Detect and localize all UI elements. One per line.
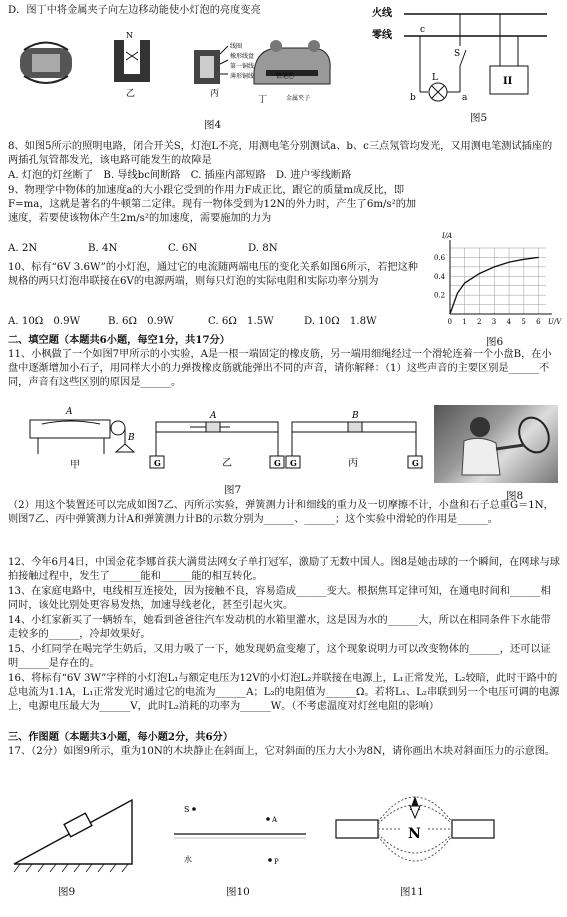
fig4-callout-1: 线圈 xyxy=(230,43,243,50)
fig10-water: 水 xyxy=(184,855,192,864)
q10-text: 10、标有“6V 3.6W”的小灯泡，通过它的电流随两端电压的变化关系如图6所示，若把这种规格的两只灯泡串联接在6V的电源两端，则每只灯泡的实际电阻和实际功率分别为 xyxy=(8,262,418,287)
q10-option-b: B. 6Ω 0.9W xyxy=(108,316,174,327)
x-tick-label: 5 xyxy=(521,318,526,326)
fig4-callout-4: 薄形铜线 xyxy=(230,73,255,80)
x-tick-label: 0 xyxy=(447,318,452,326)
fig10-s: S xyxy=(184,805,190,814)
fig5-caption: 图5 xyxy=(470,112,488,124)
fig7-yi-a: A xyxy=(210,411,217,421)
fig4-callout-3: 第一铜线 xyxy=(230,63,255,70)
x-tick-label: 6 xyxy=(536,318,541,326)
fig7-bing-label: 丙 xyxy=(348,458,358,469)
fig4-yi-magnet xyxy=(114,40,150,82)
fig7-jia-label: 甲 xyxy=(70,460,80,471)
option-d-text: D．图丁中将金属夹子向左边移动能使小灯泡的亮度变亮 xyxy=(8,5,261,16)
fig5-a: a xyxy=(462,93,468,103)
fig4-n-label: N xyxy=(126,31,133,40)
fig8-caption: 图8 xyxy=(506,490,524,502)
x-axis-label: U/V xyxy=(548,318,562,326)
fig7-jia xyxy=(30,407,135,471)
y-tick-label: 0.2 xyxy=(434,291,446,300)
figure-11-magnet-field xyxy=(330,786,500,882)
fig7-bing xyxy=(286,411,422,469)
figure-8-tennis-photo xyxy=(434,405,558,483)
fig5-s: S xyxy=(454,49,461,59)
q9-option-b: B. 4N xyxy=(88,243,118,254)
section-3-heading: 三、作图题（本题共3小题，每小题2分，共6分） xyxy=(8,731,234,743)
q9-option-a: A. 2N xyxy=(8,243,38,254)
figure-7 xyxy=(30,400,460,472)
y-tick-label: 0.6 xyxy=(434,253,446,262)
fig4-bing-label: 丙 xyxy=(210,89,220,99)
fig7-yi-g-right: G xyxy=(274,458,281,468)
fig4-clip: 金属夹子 xyxy=(286,95,311,102)
bar-magnet-left xyxy=(336,820,378,838)
figure-10-refraction xyxy=(170,798,310,878)
bar-magnet-right xyxy=(452,820,494,838)
q9-text: 9、物理学中物体的加速度a的大小跟它受到的作用力F成正比，跟它的质量m成反比，即F=ma，这就是著名的牛顿第二定律。现有一物体受到为12N的外力时，产生了6m/s²的加速度，若要使该物体产生2m/s²的加速度，需要施加的力为 xyxy=(8,185,417,224)
q11-part2: （2）用这个装置还可以完成如图7乙、丙所示实验，弹簧测力计和细线的重力及一切摩擦不计，小盘和石子总重G＝1N，则图7乙、丙中弹簧测力计A和弹簧测力计B的示数分别为______、______；这个实验中滑轮的作用是______。 xyxy=(8,500,554,525)
fig10-p: P xyxy=(274,858,279,866)
q12-text: 12、今年6月4日，中国金花李娜首获大满贯法网女子单打冠军，激励了无数中国人。图8是她击球的一个瞬间，在网球与球拍接触过程中，发生了______能和______能的相互转化。 xyxy=(8,557,560,582)
fig7-yi-label: 乙 xyxy=(222,458,232,469)
fig5-c: c xyxy=(420,25,426,35)
fig6-caption: 图6 xyxy=(486,336,504,348)
q9-option-c: C. 6N xyxy=(168,243,198,254)
fig5-b: b xyxy=(410,93,416,103)
fig7-yi xyxy=(150,411,284,469)
q15-text: 15、小红同学在喝完学生奶后，又用力吸了一下，她发现奶盒变瘪了，这个现象说明力可以改变物体的______，还可以证明______是存在的。 xyxy=(8,644,551,669)
fig9-caption: 图9 xyxy=(58,886,76,898)
switch-lever xyxy=(460,50,466,66)
y-axis-label: I/A xyxy=(442,232,453,240)
fig4-callout-2: 橡形线盘 xyxy=(230,53,255,60)
x-tick-label: 3 xyxy=(491,318,497,326)
fig4-jia-magnet xyxy=(20,43,72,84)
figure-5-circuit xyxy=(372,4,552,109)
fig4-ding-label: 丁 xyxy=(258,95,268,105)
fig5-live-label: 火线 xyxy=(372,8,392,19)
fig10-caption: 图10 xyxy=(226,886,250,898)
fig4-bing-speaker xyxy=(194,46,228,84)
figure-4 xyxy=(14,30,334,110)
fig4-yi-label: 乙 xyxy=(126,89,136,99)
fig5-socket: II xyxy=(503,76,513,87)
q11-text: 11、小枫做了一个如图7甲所示的小实验，A是一根一端固定的橡皮筋，另一端用细绳经过一个滑轮连着一个小盘B，在小盘中逐渐增加小石子，用同样大小的力弹拨橡皮筋就能弹出不同的声音，请你解释：（1）这些声音的主要区别是______不同，声音有这些区别的原因是______。 xyxy=(8,349,552,388)
q14-text: 14、小红家新买了一辆轿车，她看到爸爸往汽车发动机的水箱里灌水，这是因为水的______大，所以在相同条件下水能带走较多的______，冷却效果好。 xyxy=(8,615,551,640)
q10-option-a: A. 10Ω 0.9W xyxy=(8,316,81,327)
fig4-graphite: 铅笔芯 xyxy=(276,73,295,80)
fig5-L: L xyxy=(432,73,438,83)
fig10-a: A xyxy=(272,816,278,824)
fig4-caption: 图4 xyxy=(204,119,222,131)
figure-6-chart xyxy=(428,232,562,332)
fig7-bing-g-right: G xyxy=(412,458,419,468)
x-tick-label: 2 xyxy=(477,318,482,326)
q8-options: A. 灯泡的灯丝断了 B. 导线bc间断路 C. 插座内部短路 D. 进户零线断路 xyxy=(8,170,352,181)
x-tick-label: 4 xyxy=(506,318,512,326)
q10-option-d: D. 10Ω 1.8W xyxy=(304,316,377,327)
q8-text: 8、如图5所示的照明电路，闭合开关S，灯泡L不亮，用测电笔分别测试a、b、c三点氖管均发光，又用测电笔测试插座的两插孔氖管都发光，该电路可能发生的故障是 xyxy=(8,141,553,166)
q10-option-c: C. 6Ω 1.5W xyxy=(208,316,274,327)
figure-9-incline xyxy=(10,790,140,880)
fig7-bing-b: B xyxy=(352,411,359,421)
q17-text: 17、（2分）如图9所示，重为10N的木块静止在斜面上，它对斜面的压力大小为8N，请你画出木块对斜面压力的示意图。 xyxy=(8,746,556,757)
fig11-n: N xyxy=(408,826,421,842)
fig7-jia-b: B xyxy=(128,433,135,443)
fig7-yi-g-left: G xyxy=(154,458,161,468)
q16-text: 16、将标有“6V 3W”字样的小灯泡L₁与额定电压为12V的小灯泡L₂并联接在电源上，L₁正常发光，L₂较暗，此时干路中的总电流为1.1A，L₁正常发光时通过它的电流为______A；L₂的电阻值为______Ω。若将L₁、L₂串联到另一个电压可调的电源上，电源电压最大为______V，此时L₂消耗的功率为______W。（不考虑温度对灯丝电阻的影响） xyxy=(8,673,560,712)
fig11-caption: 图11 xyxy=(400,886,424,898)
q13-text: 13、在家庭电路中，电线相互连接处，因为接触不良，容易造成______变大。根据焦耳定律可知，在通电时间和______相同时，该处比别处更容易发热，加速导线老化，甚至引起火灾。 xyxy=(8,586,551,611)
y-tick-label: 0.4 xyxy=(434,272,446,281)
q9-option-d: D. 8N xyxy=(248,243,278,254)
x-tick-label: 1 xyxy=(462,318,467,326)
fig7-caption: 图7 xyxy=(224,484,242,496)
fig7-bing-g-left: G xyxy=(290,458,297,468)
section-2-heading: 二、填空题（本题共6小题，每空1分，共17分） xyxy=(8,334,230,346)
fig7-jia-a: A xyxy=(66,407,73,417)
fig5-neutral-label: 零线 xyxy=(372,30,392,41)
